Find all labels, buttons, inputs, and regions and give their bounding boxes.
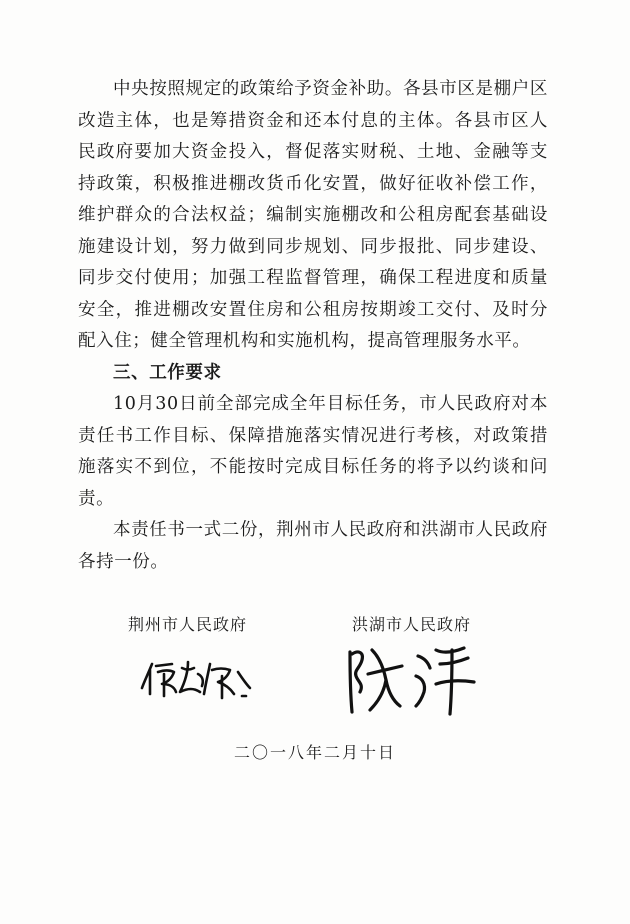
- left-handwritten-signature: [138, 652, 258, 702]
- section-heading-work-requirements: 三、工作要求: [113, 362, 222, 383]
- right-signatory-org: 洪湖市人民政府: [352, 615, 472, 634]
- right-handwritten-signature: [340, 640, 480, 718]
- document-date: 二〇一八年二月十日: [233, 743, 396, 762]
- document-body: [78, 74, 548, 578]
- paragraph-funding: 中央按照规定的政策给予资金补助。各县市区是棚户区改造主体，也是筹措资金和还本付息的主体。各县市区人民政府要加大资金投入，督促落实财税、土地、金融等支持政策，积极推进棚改货币化安置，做好征收补偿工作，维护群众的合法权益；编制实施棚改和公租房配套基础设施建设计划，努力做到同步规划、同步报批、同步建设、同步交付使用；加强工程监督管理，确保工程进度和质量安全，推进棚改安置住房和公租房按期竣工交付、及时分配入住；健全管理机构和实施机构，提高管理服务水平。: [78, 79, 548, 351]
- left-signatory-org: 荆州市人民政府: [128, 615, 248, 634]
- paragraph-copies: 本责任书一式二份，荆州市人民政府和洪湖市人民政府各持一份。: [78, 520, 548, 572]
- paragraph-deadline: 10月30日前全部完成全年目标任务，市人民政府对本责任书工作目标、保障措施落实情况进行考核，对政策措施落实不到位，不能按时完成目标任务的将予以约谈和问责。: [78, 394, 548, 509]
